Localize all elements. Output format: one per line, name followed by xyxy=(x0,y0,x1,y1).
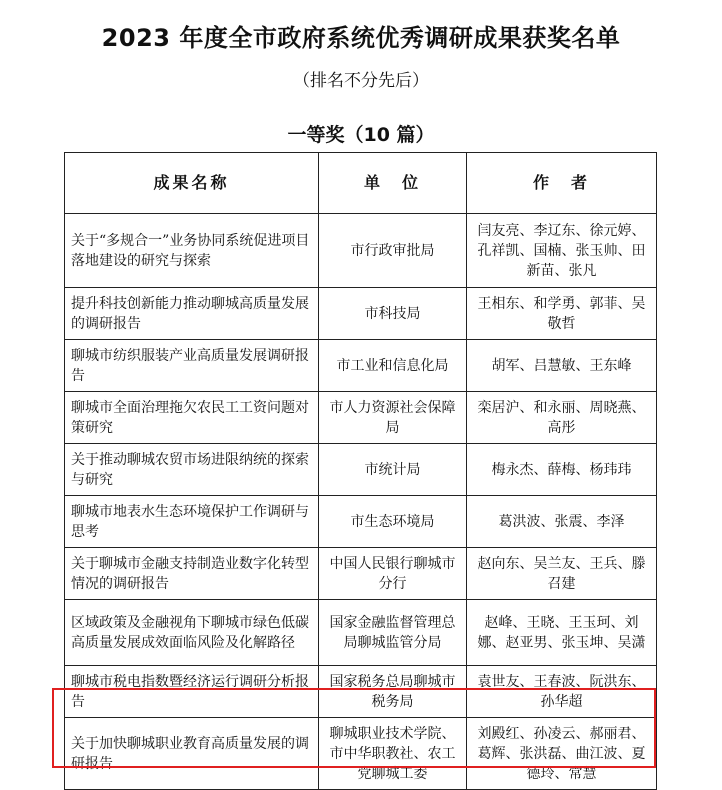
cell-authors: 袁世友、王春波、阮洪东、孙华超 xyxy=(467,666,657,718)
table-row xyxy=(65,548,657,600)
table-row xyxy=(65,444,657,496)
section-heading: 一等奖（10 篇） xyxy=(287,124,435,146)
cell-authors: 赵峰、王晓、王玉珂、刘娜、赵亚男、张玉坤、吴潇 xyxy=(467,600,657,666)
cell-authors: 栾居沪、和永丽、周晓燕、高彤 xyxy=(467,392,657,444)
cell-unit: 国家税务总局聊城市税务局 xyxy=(319,666,467,718)
header-name: 成果名称 xyxy=(65,153,319,214)
page-title: 2023 年度全市政府系统优秀调研成果获奖名单 xyxy=(101,24,621,52)
cell-name: 关于“多规合一”业务协同系统促进项目落地建设的研究与探索 xyxy=(65,214,319,288)
table-row xyxy=(65,496,657,548)
cell-unit: 市人力资源社会保障局 xyxy=(319,392,467,444)
cell-name: 聊城市全面治理拖欠农民工工资问题对策研究 xyxy=(65,392,319,444)
cell-authors: 闫友亮、李辽东、徐元婷、孔祥凯、国楠、张玉帅、田新苗、张凡 xyxy=(467,214,657,288)
cell-unit: 市工业和信息化局 xyxy=(319,340,467,392)
cell-unit: 市生态环境局 xyxy=(319,496,467,548)
table-row xyxy=(65,718,657,790)
cell-name: 聊城市地表水生态环境保护工作调研与思考 xyxy=(65,496,319,548)
cell-authors: 胡军、吕慧敏、王东峰 xyxy=(467,340,657,392)
page-subtitle: （排名不分先后） xyxy=(293,71,429,91)
table-row xyxy=(65,600,657,666)
table-row xyxy=(65,392,657,444)
cell-name: 关于聊城市金融支持制造业数字化转型情况的调研报告 xyxy=(65,548,319,600)
cell-unit: 中国人民银行聊城市分行 xyxy=(319,548,467,600)
table-header-row xyxy=(65,153,657,214)
cell-unit: 市科技局 xyxy=(319,288,467,340)
table-row xyxy=(65,214,657,288)
cell-name: 提升科技创新能力推动聊城高质量发展的调研报告 xyxy=(65,288,319,340)
cell-unit: 市行政审批局 xyxy=(319,214,467,288)
cell-authors: 赵向东、吴兰友、王兵、滕召建 xyxy=(467,548,657,600)
cell-name: 聊城市纺织服装产业高质量发展调研报告 xyxy=(65,340,319,392)
cell-name: 关于推动聊城农贸市场进限纳统的探索与研究 xyxy=(65,444,319,496)
header-author: 作 者 xyxy=(467,153,657,214)
cell-authors: 刘殿红、孙凌云、郝丽君、葛辉、张洪磊、曲江波、夏德玲、常慧 xyxy=(467,718,657,790)
cell-authors: 梅永杰、薛梅、杨玮玮 xyxy=(467,444,657,496)
header-unit: 单 位 xyxy=(319,153,467,214)
table-row xyxy=(65,288,657,340)
cell-name: 聊城市税电指数暨经济运行调研分析报告 xyxy=(65,666,319,718)
award-table xyxy=(64,152,657,790)
table-row xyxy=(65,666,657,718)
cell-authors: 王相东、和学勇、郭菲、吴敬哲 xyxy=(467,288,657,340)
cell-unit: 市统计局 xyxy=(319,444,467,496)
table-row xyxy=(65,340,657,392)
cell-authors: 葛洪波、张震、李泽 xyxy=(467,496,657,548)
cell-name: 区域政策及金融视角下聊城市绿色低碳高质量发展成效面临风险及化解路径 xyxy=(65,600,319,666)
cell-unit: 聊城职业技术学院、市中华职教社、农工党聊城工委 xyxy=(319,718,467,790)
cell-unit: 国家金融监督管理总局聊城监管分局 xyxy=(319,600,467,666)
cell-name: 关于加快聊城职业教育高质量发展的调研报告 xyxy=(65,718,319,790)
